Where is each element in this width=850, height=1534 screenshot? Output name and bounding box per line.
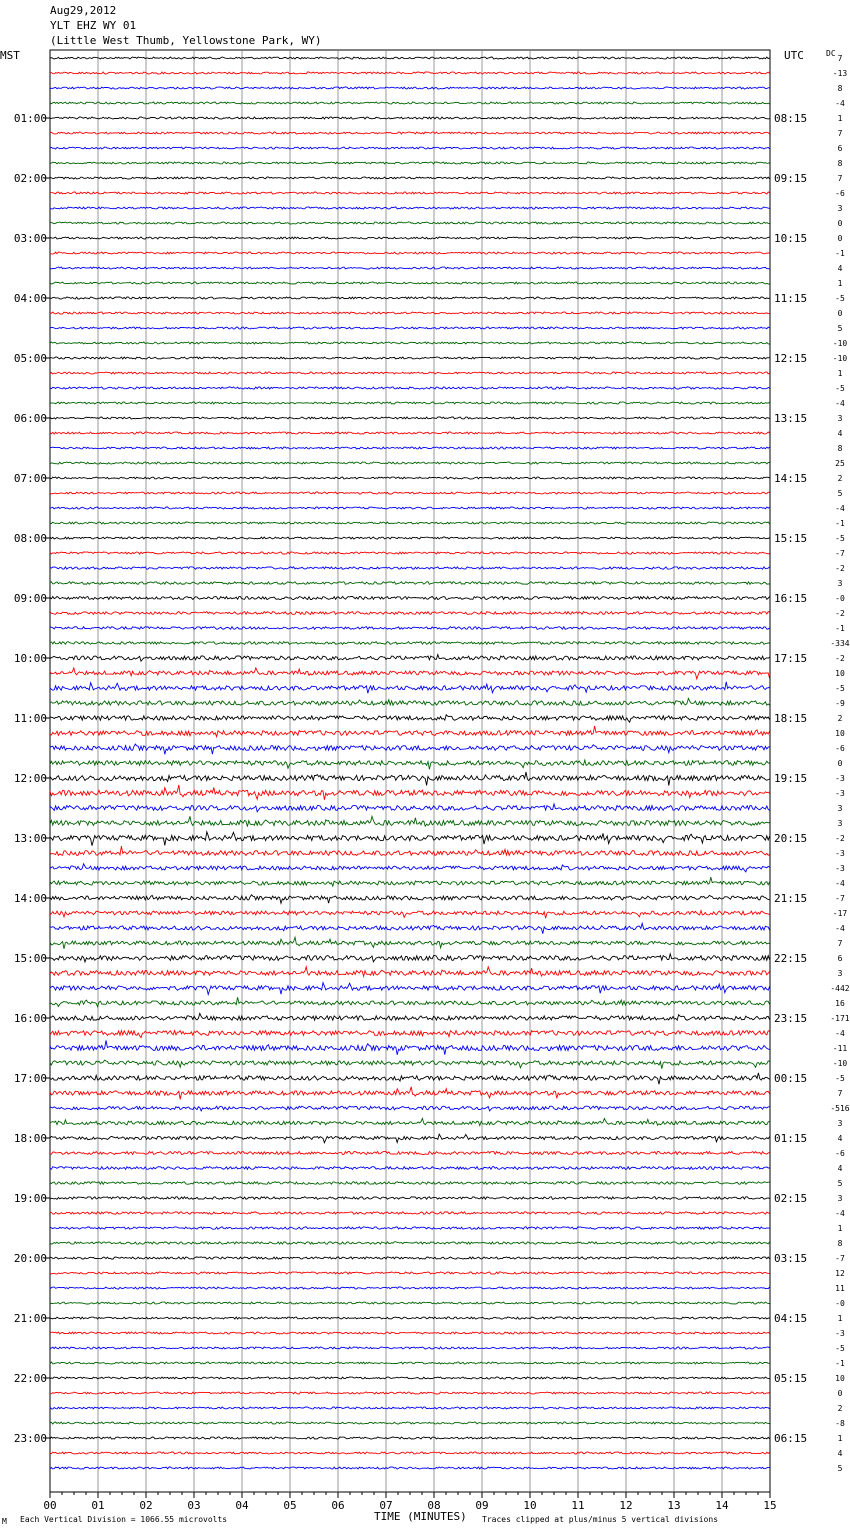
trace-row bbox=[50, 1407, 770, 1409]
dc-offset-label: -5 bbox=[835, 1074, 845, 1083]
trace-row bbox=[50, 1118, 770, 1125]
dc-offset-label: -1 bbox=[835, 1359, 845, 1368]
dc-offset-label: 5 bbox=[837, 1464, 843, 1473]
right-hour-label: 06:15 bbox=[774, 1432, 808, 1445]
trace-row bbox=[50, 1182, 770, 1185]
footer-mark: M bbox=[2, 1517, 7, 1526]
trace-row bbox=[50, 342, 770, 344]
right-hour-label: 21:15 bbox=[774, 892, 808, 905]
dc-offset-label: 0 bbox=[837, 234, 843, 243]
dc-offset-label: -4 bbox=[835, 504, 845, 513]
dc-offset-label: -10 bbox=[832, 339, 848, 348]
trace-row bbox=[50, 372, 770, 374]
dc-offset-label: -4 bbox=[835, 1209, 845, 1218]
dc-offset-label: -442 bbox=[830, 984, 850, 993]
dc-offset-label: -4 bbox=[835, 399, 845, 408]
trace-row bbox=[50, 72, 770, 74]
trace-row bbox=[50, 1287, 770, 1289]
dc-offset-label: -3 bbox=[835, 849, 845, 858]
dc-offset-label: 1 bbox=[837, 114, 843, 123]
trace-row bbox=[50, 895, 770, 904]
dc-offset-label: -4 bbox=[835, 879, 845, 888]
x-tick-label: 13 bbox=[667, 1499, 681, 1512]
dc-offset-label: -3 bbox=[835, 774, 845, 783]
dc-offset-label: -6 bbox=[835, 744, 845, 753]
dc-offset-label: -4 bbox=[835, 1029, 845, 1038]
trace-row bbox=[50, 983, 770, 995]
footer-clip-note: Traces clipped at plus/minus 5 vertical divisions bbox=[482, 1515, 719, 1524]
left-hour-label: 06:00 bbox=[13, 412, 47, 425]
dc-offset-label: 7 bbox=[837, 174, 843, 183]
right-hour-label: 08:15 bbox=[774, 112, 808, 125]
dc-offset-label: 2 bbox=[837, 714, 843, 723]
trace-row bbox=[50, 642, 770, 645]
trace-row bbox=[50, 1302, 770, 1304]
dc-offset-label: 7 bbox=[837, 1089, 843, 1098]
dc-offset-label: 1 bbox=[837, 1224, 843, 1233]
trace-row bbox=[50, 1031, 770, 1038]
dc-offset-label: -2 bbox=[835, 609, 845, 618]
trace-row bbox=[50, 785, 770, 800]
trace-row bbox=[50, 1167, 770, 1170]
trace-row bbox=[50, 877, 770, 886]
x-tick-label: 14 bbox=[715, 1499, 729, 1512]
trace-row bbox=[50, 1377, 770, 1379]
trace-row bbox=[50, 1272, 770, 1274]
x-tick-label: 01 bbox=[91, 1499, 105, 1512]
x-tick-label: 12 bbox=[619, 1499, 633, 1512]
right-hour-label: 17:15 bbox=[774, 652, 808, 665]
right-hour-label: 20:15 bbox=[774, 832, 808, 845]
x-tick-label: 15 bbox=[763, 1499, 777, 1512]
trace-row bbox=[50, 417, 770, 419]
dc-offset-label: -6 bbox=[835, 189, 845, 198]
dc-offset-label: -5 bbox=[835, 294, 845, 303]
plot-frame bbox=[50, 50, 770, 1492]
dc-offset-label: -7 bbox=[835, 1254, 845, 1263]
x-tick-label: 00 bbox=[43, 1499, 57, 1512]
trace-row bbox=[50, 1362, 770, 1364]
trace-row bbox=[50, 1134, 770, 1143]
dc-offset-label: 16 bbox=[835, 999, 845, 1008]
x-tick-label: 08 bbox=[427, 1499, 441, 1512]
trace-row bbox=[50, 447, 770, 449]
trace-row bbox=[50, 327, 770, 329]
trace-row bbox=[50, 237, 770, 239]
right-hour-label: 05:15 bbox=[774, 1372, 808, 1385]
dc-label: DC bbox=[826, 49, 836, 58]
trace-row bbox=[50, 816, 770, 826]
trace-row bbox=[50, 1467, 770, 1469]
dc-offset-label: 2 bbox=[837, 1404, 843, 1413]
left-hour-label: 13:00 bbox=[13, 832, 47, 845]
dc-offset-label: 1 bbox=[837, 1314, 843, 1323]
dc-offset-label: 7 bbox=[837, 129, 843, 138]
dc-offset-label: -2 bbox=[835, 834, 845, 843]
dc-offset-label: 25 bbox=[835, 459, 845, 468]
trace-row bbox=[50, 698, 770, 705]
left-hour-label: 12:00 bbox=[13, 772, 47, 785]
dc-offset-label: 3 bbox=[837, 969, 843, 978]
dc-offset-label: -1 bbox=[835, 624, 845, 633]
x-tick-label: 10 bbox=[523, 1499, 537, 1512]
dc-offset-label: 7 bbox=[837, 939, 843, 948]
trace-row bbox=[50, 655, 770, 662]
left-hour-label: 21:00 bbox=[13, 1312, 47, 1325]
dc-offset-label: 8 bbox=[837, 84, 843, 93]
right-hour-label: 02:15 bbox=[774, 1192, 808, 1205]
trace-row bbox=[50, 1347, 770, 1349]
trace-row bbox=[50, 1227, 770, 1229]
right-hour-label: 04:15 bbox=[774, 1312, 808, 1325]
left-hour-label: 04:00 bbox=[13, 292, 47, 305]
trace-row bbox=[50, 1452, 770, 1454]
x-tick-label: 02 bbox=[139, 1499, 153, 1512]
dc-offset-label: 3 bbox=[837, 1119, 843, 1128]
trace-row bbox=[50, 552, 770, 554]
dc-offset-label: 1 bbox=[837, 279, 843, 288]
trace-row bbox=[50, 492, 770, 494]
trace-row bbox=[50, 1060, 770, 1069]
x-tick-label: 06 bbox=[331, 1499, 345, 1512]
trace-row bbox=[50, 1422, 770, 1424]
x-tick-label: 05 bbox=[283, 1499, 297, 1512]
dc-offset-label: 0 bbox=[837, 309, 843, 318]
right-hour-label: 11:15 bbox=[774, 292, 808, 305]
dc-offset-label: -5 bbox=[835, 684, 845, 693]
dc-offset-label: 3 bbox=[837, 1194, 843, 1203]
left-hour-label: 11:00 bbox=[13, 712, 47, 725]
dc-offset-label: -0 bbox=[835, 1299, 845, 1308]
trace-row bbox=[50, 1013, 770, 1020]
x-tick-label: 04 bbox=[235, 1499, 249, 1512]
trace-row bbox=[50, 1257, 770, 1259]
dc-offset-label: 3 bbox=[837, 819, 843, 828]
dc-offset-label: 3 bbox=[837, 804, 843, 813]
trace-row bbox=[50, 937, 770, 949]
left-hour-label: 17:00 bbox=[13, 1072, 47, 1085]
trace-row bbox=[50, 222, 770, 224]
left-hour-label: 09:00 bbox=[13, 592, 47, 605]
trace-row bbox=[50, 967, 770, 977]
dc-offset-label: -2 bbox=[835, 654, 845, 663]
right-hour-label: 10:15 bbox=[774, 232, 808, 245]
dc-offset-label: 10 bbox=[835, 669, 845, 678]
trace-row bbox=[50, 147, 770, 149]
dc-offset-label: 8 bbox=[837, 444, 843, 453]
trace-row bbox=[50, 402, 770, 404]
dc-offset-label: -6 bbox=[835, 1149, 845, 1158]
left-hour-label: 19:00 bbox=[13, 1192, 47, 1205]
dc-offset-label: -7 bbox=[835, 894, 845, 903]
header-station: YLT EHZ WY 01 bbox=[50, 19, 137, 32]
left-timezone-label: MST bbox=[0, 49, 20, 62]
dc-offset-label: 4 bbox=[837, 1449, 843, 1458]
right-hour-label: 03:15 bbox=[774, 1252, 808, 1265]
dc-offset-label: 0 bbox=[837, 219, 843, 228]
dc-offset-label: 6 bbox=[837, 954, 843, 963]
dc-offset-label: -9 bbox=[835, 699, 845, 708]
left-hour-label: 02:00 bbox=[13, 172, 47, 185]
trace-row bbox=[50, 1197, 770, 1200]
dc-offset-label: -5 bbox=[835, 384, 845, 393]
dc-offset-label: 1 bbox=[837, 1434, 843, 1443]
right-hour-label: 09:15 bbox=[774, 172, 808, 185]
dc-offset-label: 4 bbox=[837, 429, 843, 438]
trace-row bbox=[50, 1073, 770, 1084]
trace-row bbox=[50, 1087, 770, 1100]
dc-offset-label: -0 bbox=[835, 594, 845, 603]
trace-row bbox=[50, 57, 770, 59]
dc-offset-label: 4 bbox=[837, 1134, 843, 1143]
dc-offset-label: -1 bbox=[835, 249, 845, 258]
x-tick-label: 11 bbox=[571, 1499, 585, 1512]
dc-offset-label: -1 bbox=[835, 519, 845, 528]
dc-offset-label: 4 bbox=[837, 1164, 843, 1173]
left-hour-label: 08:00 bbox=[13, 532, 47, 545]
trace-row bbox=[50, 1392, 770, 1394]
trace-row bbox=[50, 1040, 770, 1054]
trace-row bbox=[50, 1152, 770, 1155]
dc-offset-label: 5 bbox=[837, 1179, 843, 1188]
dc-offset-label: -5 bbox=[835, 1344, 845, 1353]
trace-row bbox=[50, 312, 770, 314]
trace-row bbox=[50, 911, 770, 919]
left-hour-label: 14:00 bbox=[13, 892, 47, 905]
dc-offset-label: -10 bbox=[832, 1059, 848, 1068]
left-hour-label: 22:00 bbox=[13, 1372, 47, 1385]
dc-offset-label: 6 bbox=[837, 144, 843, 153]
right-hour-label: 19:15 bbox=[774, 772, 808, 785]
dc-offset-label: 2 bbox=[837, 474, 843, 483]
trace-row bbox=[50, 432, 770, 434]
right-hour-label: 23:15 bbox=[774, 1012, 808, 1025]
trace-row bbox=[50, 537, 770, 539]
trace-row bbox=[50, 192, 770, 194]
x-tick-label: 09 bbox=[475, 1499, 489, 1512]
right-hour-label: 16:15 bbox=[774, 592, 808, 605]
trace-row bbox=[50, 462, 770, 464]
left-hour-label: 23:00 bbox=[13, 1432, 47, 1445]
dc-offset-label: -3 bbox=[835, 789, 845, 798]
trace-row bbox=[50, 864, 770, 872]
dc-offset-label: -4 bbox=[835, 924, 845, 933]
trace-row bbox=[50, 804, 770, 812]
trace-row bbox=[50, 1106, 770, 1111]
dc-offset-label: 8 bbox=[837, 1239, 843, 1248]
right-hour-label: 13:15 bbox=[774, 412, 808, 425]
dc-offset-label: -2 bbox=[835, 564, 845, 573]
trace-row bbox=[50, 1437, 770, 1439]
trace-row bbox=[50, 760, 770, 769]
left-hour-label: 10:00 bbox=[13, 652, 47, 665]
trace-row bbox=[50, 612, 770, 615]
trace-row bbox=[50, 507, 770, 509]
dc-offset-label: 11 bbox=[835, 1284, 845, 1293]
trace-row bbox=[50, 1317, 770, 1319]
trace-row bbox=[50, 132, 770, 134]
trace-row bbox=[50, 582, 770, 585]
dc-offset-label: -8 bbox=[835, 1419, 845, 1428]
footer-scale: Each Vertical Division = 1066.55 microvolts bbox=[20, 1515, 228, 1524]
dc-offset-label: -3 bbox=[835, 864, 845, 873]
left-hour-label: 07:00 bbox=[13, 472, 47, 485]
dc-offset-label: 3 bbox=[837, 414, 843, 423]
dc-offset-label: 0 bbox=[837, 1389, 843, 1398]
dc-offset-label: 0 bbox=[837, 759, 843, 768]
dc-offset-label: -171 bbox=[830, 1014, 850, 1023]
trace-row bbox=[50, 772, 770, 786]
trace-row bbox=[50, 744, 770, 754]
trace-row bbox=[50, 207, 770, 209]
trace-row bbox=[50, 522, 770, 524]
dc-offset-label: -13 bbox=[832, 69, 848, 78]
trace-row bbox=[50, 726, 770, 737]
trace-row bbox=[50, 715, 770, 723]
dc-offset-label: -7 bbox=[835, 549, 845, 558]
left-hour-label: 01:00 bbox=[13, 112, 47, 125]
trace-row bbox=[50, 297, 770, 299]
dc-offset-label: 3 bbox=[837, 204, 843, 213]
dc-offset-label: 3 bbox=[837, 579, 843, 588]
x-axis-label: TIME (MINUTES) bbox=[374, 1510, 467, 1523]
trace-row bbox=[50, 997, 770, 1007]
dc-offset-label: -516 bbox=[830, 1104, 850, 1113]
dc-offset-label: 8 bbox=[837, 159, 843, 168]
right-hour-label: 00:15 bbox=[774, 1072, 808, 1085]
trace-row bbox=[50, 267, 770, 269]
dc-offset-label: -17 bbox=[832, 909, 848, 918]
trace-row bbox=[50, 87, 770, 89]
trace-row bbox=[50, 477, 770, 479]
dc-offset-label: 7 bbox=[837, 54, 843, 63]
dc-offset-label: -3 bbox=[835, 1329, 845, 1338]
trace-row bbox=[50, 832, 770, 846]
right-hour-label: 22:15 bbox=[774, 952, 808, 965]
dc-offset-label: 12 bbox=[835, 1269, 845, 1278]
trace-row bbox=[50, 282, 770, 284]
trace-row bbox=[50, 177, 770, 179]
dc-offset-label: -5 bbox=[835, 534, 845, 543]
left-hour-label: 16:00 bbox=[13, 1012, 47, 1025]
dc-offset-label: 5 bbox=[837, 489, 843, 498]
dc-offset-label: 4 bbox=[837, 264, 843, 273]
trace-row bbox=[50, 102, 770, 104]
trace-row bbox=[50, 117, 770, 119]
trace-row bbox=[50, 1332, 770, 1334]
trace-row bbox=[50, 954, 770, 962]
right-hour-label: 15:15 bbox=[774, 532, 808, 545]
left-hour-label: 05:00 bbox=[13, 352, 47, 365]
dc-offset-label: -11 bbox=[832, 1044, 848, 1053]
dc-offset-label: -4 bbox=[835, 99, 845, 108]
trace-row bbox=[50, 252, 770, 254]
trace-row bbox=[50, 923, 770, 933]
left-hour-label: 15:00 bbox=[13, 952, 47, 965]
header-location: (Little West Thumb, Yellowstone Park, WY) bbox=[50, 34, 322, 47]
dc-offset-label: -10 bbox=[832, 354, 848, 363]
left-hour-label: 18:00 bbox=[13, 1132, 47, 1145]
trace-row bbox=[50, 1212, 770, 1214]
right-hour-label: 18:15 bbox=[774, 712, 808, 725]
trace-row bbox=[50, 627, 770, 630]
trace-row bbox=[50, 357, 770, 359]
x-tick-label: 07 bbox=[379, 1499, 393, 1512]
left-hour-label: 03:00 bbox=[13, 232, 47, 245]
trace-row bbox=[50, 567, 770, 569]
trace-row bbox=[50, 682, 770, 694]
right-hour-label: 01:15 bbox=[774, 1132, 808, 1145]
trace-row bbox=[50, 597, 770, 600]
trace-row bbox=[50, 387, 770, 389]
trace-row bbox=[50, 668, 770, 679]
trace-row bbox=[50, 162, 770, 164]
dc-offset-label: 10 bbox=[835, 1374, 845, 1383]
dc-offset-label: 1 bbox=[837, 369, 843, 378]
right-hour-label: 12:15 bbox=[774, 352, 808, 365]
trace-row bbox=[50, 1242, 770, 1244]
right-hour-label: 14:15 bbox=[774, 472, 808, 485]
trace-row bbox=[50, 846, 770, 856]
dc-offset-label: -334 bbox=[830, 639, 850, 648]
dc-offset-label: 5 bbox=[837, 324, 843, 333]
dc-offset-label: 10 bbox=[835, 729, 845, 738]
header-date: Aug29,2012 bbox=[50, 4, 117, 17]
right-timezone-label: UTC bbox=[784, 49, 804, 62]
left-hour-label: 20:00 bbox=[13, 1252, 47, 1265]
x-tick-label: 03 bbox=[187, 1499, 201, 1512]
